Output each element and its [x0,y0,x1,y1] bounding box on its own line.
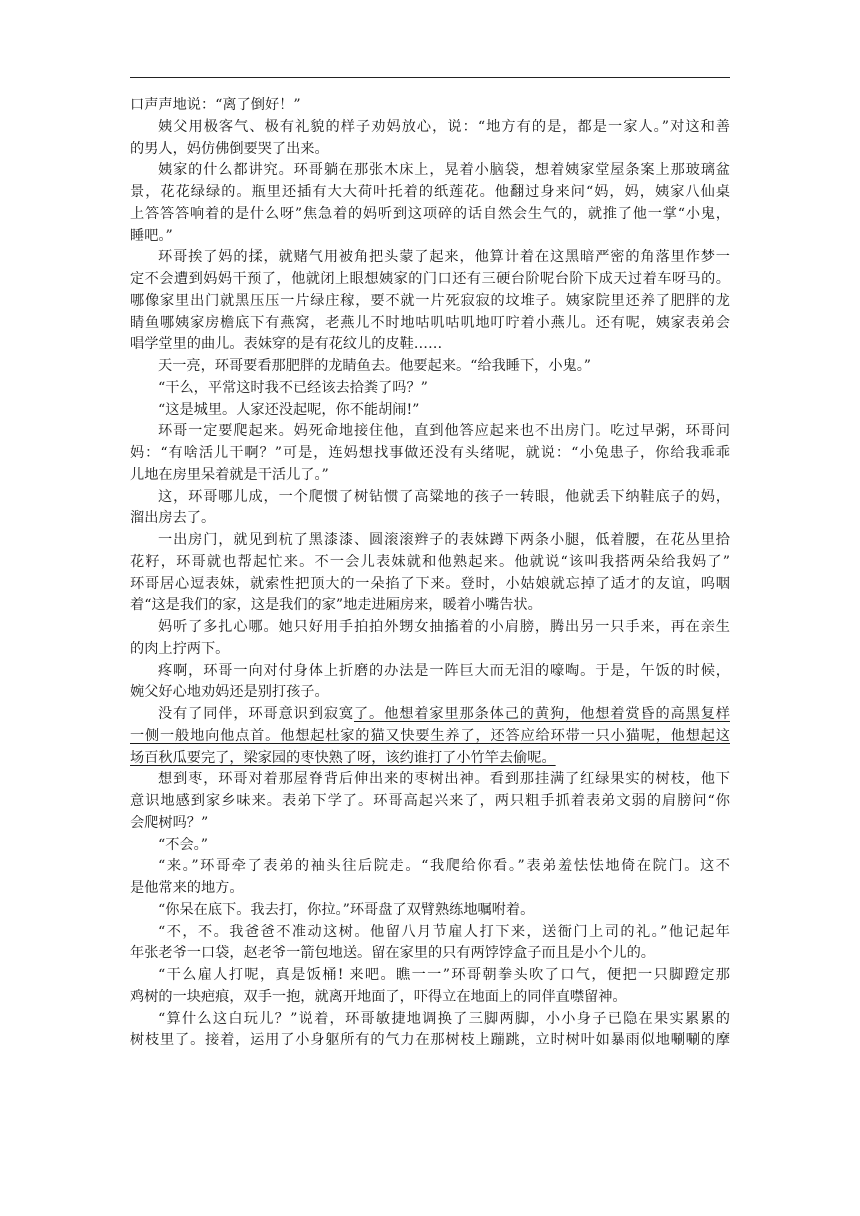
text-line: 这，环哥哪儿成，一个爬惯了树钻惯了高粱地的孩子一转眼，他就丢下纳鞋底子的妈， [158,488,730,505]
text-line: “你呆在底下。我去打，你拉。”环哥盘了双臂熟练地嘱咐着。 [158,901,535,918]
text-line: 意识地感到家乡味来。表弟下学了。环哥高起兴来了，两只粗手抓着表弟文弱的肩膀问“你 [130,793,730,809]
text-line: “这是城里。人家还没起呢，你不能胡闹!” [158,401,420,418]
text-line: 妈：“有啥活儿干啊？”可是，连妈想找事做还没有头绪呢，就说：“小兔患子，你给我乖乖 [130,445,730,461]
text-line: 的肉上拧两下。 [130,640,230,657]
text-line: 一出房门，就见到杭了黑漆漆、圆滚滚辫子的表妹蹲下两条小腿，低着腰，在花丛里拾 [158,532,730,548]
text-line: “不会。” [158,836,208,853]
text-line: 溜出房去了。 [130,510,216,527]
text-line: 鸡树的一块疤痕，双手一抱，就离开地面了，吓得立在地面上的同伴直噤留神。 [130,988,627,1005]
text-line: 定不会遭到妈妈干预了，他就闭上眼想姨家的门口还有三硬台阶呢台阶下成天过着车呀马的。 [130,271,730,287]
text-line: 天一亮，环哥要看那肥胖的龙睛鱼去。他要起来。“给我睡下，小鬼。” [158,358,592,374]
header-rule [130,77,730,78]
text-line: 妈听了多扎心哪。她只好用手拍拍外甥女抽搐着的小肩膀，腾出另一只手来，再在亲生 [158,619,730,635]
text-line: 树枝里了。接着，运用了小身躯所有的气力在那树枝上蹦跳，立时树叶如暴雨似地唰唰的摩 [130,1032,730,1049]
text-line: 环哥一定要爬起来。妈死命地接住他，直到他答应起来也不出房门。吃过早粥，环哥问 [158,423,730,440]
text-line: 睛鱼哪姨家房檐底下有燕窝，老燕儿不时地咕叽咕叽地叮咛着小燕儿。还有呢，姨家表弟会 [130,314,730,331]
text-line: 的男人，妈仿佛倒要哭了出来。 [130,140,329,157]
text-line: 会爬树吗？” [130,814,209,831]
underlined-segment: 场百秋瓜要完了，梁家园的枣快熟了呀，该约谁打了小竹竿去偷呢。 [130,749,556,766]
body-text [130,95,730,1052]
text-line: “不，不。我爸爸不准动这树。他留八月节雇人打下来，送衙门上司的礼。”他记起年 [158,923,730,940]
text-line: “来。”环哥牵了表弟的袖头往后院走。“我爬给你看。”表弟羞怯怯地倚在院门。这不 [158,858,730,875]
text-line: 上答答答响着的是什么呀”焦急着的妈听到这项碎的话自然会生气的，就推了他一掌“小鬼， [130,205,730,222]
text-line [130,748,730,770]
text-line: 儿地在房里呆着就是干活儿了。” [130,466,329,483]
text-line [130,704,730,726]
text-line: “算什么这白玩儿？”说着，环哥敏捷地调换了三脚两脚，小小身子已隐在果实累累的 [158,1010,730,1027]
text-line [130,726,730,748]
text-line: 景，花花绿绿的。瓶里还插有大大荷叶托着的纸莲花。他翻过身来问“妈，妈，姨家八仙桌 [130,184,730,200]
text-line: 环哥居心逗表妹，就索性把顶大的一朵掐了下来。登时，小姑娘就忘掉了适才的友谊，呜咽 [130,575,730,592]
underlined-segment: 了。他想着家里那条体己的黄狗，他想着赏昏的高黑复样 [353,706,730,722]
text-line: “干么，平常这时我不已经该去拾粪了吗？” [158,379,428,396]
text-line: 唱学堂里的曲儿。表妹穿的是有花纹儿的皮鞋…… [130,336,443,353]
text-line: 婉父好心地劝妈还是别打孩子。 [130,684,329,701]
text-line: 疼啊，环哥一向对付身体上折磨的办法是一阵巨大而无泪的嚎啕。于是，午饭的时候， [158,662,730,679]
text-line: 哪像家里出门就黑压压一片绿庄稼，要不就一片死寂寂的坟堆子。姨家院里还养了肥胖的龙 [130,292,730,309]
text-line: 是他常来的地方。 [130,880,244,896]
underlined-segment: 一侧一般地向他点首。他想起杜家的猫又快要生养了，还答应给环带一只小猫呢，他想起这 [130,727,730,744]
text-line: 环哥挨了妈的揉，就赌气用被角把头蒙了起来，他算计着在这黑暗严密的角落里作梦一 [158,249,730,266]
text-line: 姨父用极客气、极有礼貌的样子劝妈放心，说：“地方有的是，都是一家人。”对这和善 [158,118,730,135]
text-line: 睡吧。” [130,227,173,244]
line-segment: 没有了同伴，环哥意识到寂寞 [158,706,354,722]
text-line: 着“这是我们的家，这是我们的家”地走进厢房来，暖着小嘴告状。 [130,597,542,614]
text-line: 年张老爷一口袋，赵老爷一箭包地送。留在家里的只有两饽饽盒子而且是小个儿的。 [130,945,655,962]
text-line: 想到枣，环哥对着那屋脊背后伸出来的枣树出神。看到那挂满了红绿果实的树枝，他下 [158,771,730,788]
text-line: 花籽，环哥就也帮起忙来。不一会儿表妹就和他熟起来。他就说“该叫我搭两朵给我妈了” [130,553,730,570]
text-line: 姨家的什么都讲究。环哥躺在那张木床上，晃着小脑袋，想着姨家堂屋条案上那玻璃盆 [158,162,730,179]
text-line: “干么雇人打呢，真是饭桶! 来吧。瞧一一”环哥朝拳头吹了口气，便把一只脚蹬定那 [158,967,730,983]
text-line: 口声声地说：“离了倒好！” [130,97,301,113]
